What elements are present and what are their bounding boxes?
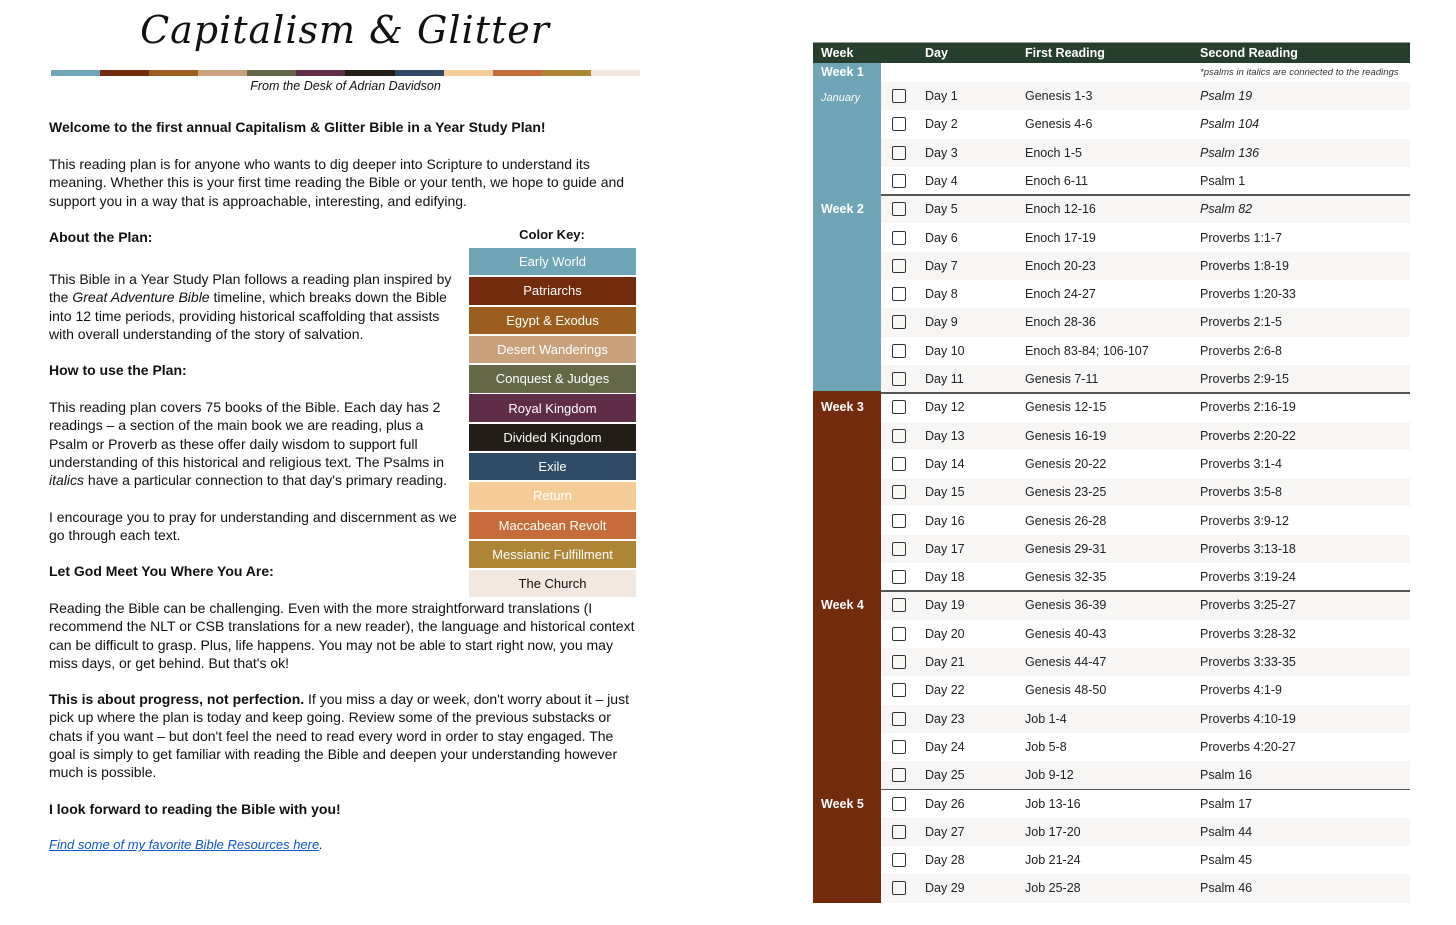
about-paragraph: This Bible in a Year Study Plan follows a reading plan inspired by the Great Adventure Bible timeline, which breaks down the Bible into 12 time periods, providing historical scaffolding that assists with overall understanding of the story of salvation. bbox=[49, 271, 452, 342]
strip-segment bbox=[51, 70, 100, 76]
second-reading: Psalm 19 bbox=[1200, 89, 1253, 103]
strip-segment bbox=[149, 70, 198, 76]
table-row bbox=[881, 705, 1410, 733]
table-row bbox=[881, 167, 1410, 195]
second-reading: Proverbs 4:20-27 bbox=[1200, 739, 1296, 754]
first-reading: Enoch 12-16 bbox=[1025, 202, 1096, 217]
subtitle: From the Desk of Adrian Davidson bbox=[250, 79, 441, 93]
day-label: Day 29 bbox=[925, 881, 965, 896]
week-label: Week 1 bbox=[821, 65, 864, 79]
color-key-item: Conquest & Judges bbox=[469, 365, 636, 392]
first-reading: Genesis 7-11 bbox=[1025, 372, 1099, 386]
day-label: Day 3 bbox=[925, 145, 958, 160]
table-row bbox=[881, 478, 1410, 506]
day-label: Day 8 bbox=[925, 287, 958, 302]
second-reading: Proverbs 3:25-27 bbox=[1200, 598, 1296, 613]
day-checkbox[interactable] bbox=[892, 740, 906, 754]
closing-text: I look forward to reading the Bible with you! bbox=[49, 801, 341, 817]
welcome-heading: Welcome to the first annual Capitalism & Glitter Bible in a Year Study Plan! bbox=[49, 119, 546, 135]
day-checkbox[interactable] bbox=[892, 853, 906, 867]
strip-segment bbox=[198, 70, 247, 76]
table-row bbox=[881, 110, 1410, 138]
day-label: Day 14 bbox=[925, 456, 965, 471]
table-row bbox=[881, 224, 1410, 252]
day-checkbox[interactable] bbox=[892, 117, 906, 131]
meet-heading: Let God Meet You Where You Are: bbox=[49, 563, 274, 579]
header-week: Week bbox=[821, 46, 854, 60]
color-key-item: Maccabean Revolt bbox=[469, 512, 636, 539]
day-checkbox[interactable] bbox=[892, 768, 906, 782]
table-row bbox=[881, 252, 1410, 280]
table-row bbox=[881, 846, 1410, 874]
second-reading: Proverbs 2:1-5 bbox=[1200, 315, 1282, 330]
day-label: Day 2 bbox=[925, 117, 958, 132]
second-reading: Proverbs 1:20-33 bbox=[1200, 287, 1296, 302]
week-divider bbox=[881, 392, 1410, 394]
color-key-item: Patriarchs bbox=[469, 277, 636, 304]
week-divider bbox=[881, 194, 1410, 196]
color-key-item: Return bbox=[469, 482, 636, 509]
table-row bbox=[881, 648, 1410, 676]
day-label: Day 21 bbox=[925, 655, 965, 669]
meet-paragraph: Reading the Bible can be challenging. Even with the more straightforward translations (I recommend the NLT or CSB translations for a new reader), the language and historical context can be difficult to grasp. Plus, life happens. You may not be able to start right now, you may miss days, or get behind. But that's ok! bbox=[49, 600, 635, 671]
first-reading: Genesis 4-6 bbox=[1025, 117, 1093, 132]
second-reading: Psalm 44 bbox=[1200, 824, 1253, 839]
day-label: Day 26 bbox=[925, 796, 965, 811]
second-reading: Proverbs 3:9-12 bbox=[1200, 513, 1289, 528]
first-reading: Genesis 29-31 bbox=[1025, 541, 1107, 556]
table-row bbox=[881, 790, 1410, 818]
second-reading: Proverbs 3:33-35 bbox=[1200, 655, 1296, 669]
color-key-item: Early World bbox=[469, 248, 636, 275]
day-label: Day 1 bbox=[925, 89, 958, 103]
color-strip bbox=[51, 70, 640, 76]
first-reading: Genesis 32-35 bbox=[1025, 570, 1107, 585]
day-label: Day 5 bbox=[925, 202, 958, 217]
second-reading: Proverbs 1:1-7 bbox=[1200, 230, 1282, 245]
day-checkbox[interactable] bbox=[892, 231, 906, 245]
strip-segment bbox=[296, 70, 345, 76]
table-header bbox=[813, 42, 1410, 63]
table-row bbox=[881, 818, 1410, 846]
first-reading: Job 17-20 bbox=[1025, 824, 1081, 839]
day-label: Day 22 bbox=[925, 683, 965, 698]
strip-segment bbox=[591, 70, 640, 76]
second-reading: Proverbs 2:20-22 bbox=[1200, 428, 1296, 443]
week-label: Week 3 bbox=[821, 400, 864, 415]
first-reading: Genesis 16-19 bbox=[1025, 428, 1107, 443]
color-key-item: Messianic Fulfillment bbox=[469, 541, 636, 568]
table-row bbox=[881, 733, 1410, 761]
first-reading: Enoch 20-23 bbox=[1025, 258, 1096, 273]
second-reading: Proverbs 2:9-15 bbox=[1200, 372, 1289, 386]
day-label: Day 28 bbox=[925, 853, 965, 868]
day-label: Day 15 bbox=[925, 485, 965, 500]
day-checkbox[interactable] bbox=[892, 202, 906, 216]
first-reading: Genesis 23-25 bbox=[1025, 485, 1107, 500]
second-reading: Proverbs 3:19-24 bbox=[1200, 570, 1296, 585]
second-reading: Psalm 17 bbox=[1200, 796, 1253, 811]
day-checkbox[interactable] bbox=[892, 712, 906, 726]
first-reading: Enoch 1-5 bbox=[1025, 145, 1082, 160]
first-reading: Genesis 44-47 bbox=[1025, 655, 1107, 669]
header-day: Day bbox=[925, 46, 948, 60]
day-checkbox[interactable] bbox=[892, 344, 906, 358]
table-row bbox=[881, 280, 1410, 308]
week-divider bbox=[881, 789, 1410, 791]
progress-paragraph: This is about progress, not perfection. If you miss a day or week, don't worry about it – just pick up where the plan is today and keep going. Review some of the previous substacks or chats if you want – but don't feel the need to read every word in order to stay engaged. The goal is simply to get familiar with reading the Bible and deepen your understanding however much is possible. bbox=[49, 691, 629, 781]
second-reading: Proverbs 3:1-4 bbox=[1200, 456, 1282, 471]
pray-paragraph: I encourage you to pray for understanding and discernment as we go through each text. bbox=[49, 509, 457, 544]
second-reading: Proverbs 1:8-19 bbox=[1200, 258, 1289, 273]
day-label: Day 20 bbox=[925, 626, 965, 641]
strip-segment bbox=[247, 70, 296, 76]
first-reading: Genesis 20-22 bbox=[1025, 456, 1107, 471]
first-reading: Genesis 48-50 bbox=[1025, 683, 1107, 698]
week-label: Week 2 bbox=[821, 202, 864, 217]
day-label: Day 23 bbox=[925, 711, 965, 726]
day-checkbox[interactable] bbox=[892, 89, 906, 103]
first-reading: Genesis 40-43 bbox=[1025, 626, 1107, 641]
day-label: Day 19 bbox=[925, 598, 965, 613]
second-reading: Proverbs 3:28-32 bbox=[1200, 626, 1296, 641]
logo-title: Capitalism & Glitter bbox=[140, 8, 550, 52]
first-reading: Job 25-28 bbox=[1025, 881, 1081, 896]
day-checkbox[interactable] bbox=[892, 485, 906, 499]
how-heading: How to use the Plan: bbox=[49, 362, 187, 378]
second-reading: Proverbs 4:10-19 bbox=[1200, 711, 1296, 726]
strip-segment bbox=[345, 70, 394, 76]
color-key-item: The Church bbox=[469, 570, 636, 597]
first-reading: Enoch 24-27 bbox=[1025, 287, 1096, 302]
table-row bbox=[881, 365, 1410, 393]
table-row bbox=[881, 591, 1410, 619]
table-row bbox=[881, 874, 1410, 902]
first-reading: Job 21-24 bbox=[1025, 853, 1081, 868]
week-label: Week 5 bbox=[821, 796, 864, 811]
how-paragraph: This reading plan covers 75 books of the Bible. Each day has 2 readings – a section of the main book we are reading, plus a Psalm or Proverb as these offer daily wisdom to support full understanding of this historical and religious text. The Psalms in italics have a particular connection to that day's primary reading. bbox=[49, 399, 447, 489]
day-label: Day 9 bbox=[925, 315, 958, 330]
strip-segment bbox=[100, 70, 149, 76]
day-checkbox[interactable] bbox=[892, 400, 906, 414]
first-reading: Enoch 6-11 bbox=[1025, 173, 1089, 188]
intro-paragraph: This reading plan is for anyone who wants to dig deeper into Scripture to understand its meaning. Whether this is your first time reading the Bible or your tenth, we hope to guide and support you in a way that is approachable, interesting, and edifying. bbox=[49, 156, 625, 209]
day-label: Day 27 bbox=[925, 824, 965, 839]
second-reading: Psalm 104 bbox=[1200, 117, 1260, 132]
second-reading: Psalm 46 bbox=[1200, 881, 1253, 896]
first-reading: Genesis 36-39 bbox=[1025, 598, 1107, 613]
day-checkbox[interactable] bbox=[892, 315, 906, 329]
second-reading: Psalm 136 bbox=[1200, 145, 1260, 160]
color-key-item: Egypt & Exodus bbox=[469, 307, 636, 334]
day-label: Day 7 bbox=[925, 258, 958, 273]
table-row bbox=[881, 620, 1410, 648]
day-checkbox[interactable] bbox=[892, 287, 906, 301]
second-reading: Psalm 82 bbox=[1200, 202, 1253, 217]
color-key-item: Exile bbox=[469, 453, 636, 480]
color-key bbox=[469, 248, 636, 599]
first-reading: Job 9-12 bbox=[1025, 768, 1074, 783]
table-row bbox=[881, 450, 1410, 478]
strip-segment bbox=[542, 70, 591, 76]
day-checkbox[interactable] bbox=[892, 655, 906, 669]
table-row bbox=[881, 82, 1410, 110]
first-reading: Enoch 83-84; 106-107 bbox=[1025, 343, 1149, 358]
day-label: Day 11 bbox=[925, 372, 964, 386]
day-checkbox[interactable] bbox=[892, 797, 906, 811]
first-reading: Genesis 12-15 bbox=[1025, 400, 1107, 415]
day-checkbox[interactable] bbox=[892, 259, 906, 273]
month-label: January bbox=[821, 92, 861, 104]
day-label: Day 24 bbox=[925, 739, 965, 754]
day-label: Day 25 bbox=[925, 768, 965, 783]
strip-segment bbox=[493, 70, 542, 76]
color-key-item: Divided Kingdom bbox=[469, 424, 636, 451]
color-key-item: Royal Kingdom bbox=[469, 394, 636, 421]
table-row bbox=[881, 422, 1410, 450]
table-row bbox=[881, 337, 1410, 365]
first-reading: Job 5-8 bbox=[1025, 739, 1067, 754]
day-label: Day 18 bbox=[925, 570, 965, 585]
day-checkbox[interactable] bbox=[892, 881, 906, 895]
table-row bbox=[881, 308, 1410, 336]
first-reading: Genesis 1-3 bbox=[1025, 89, 1093, 103]
day-label: Day 6 bbox=[925, 230, 958, 245]
day-label: Day 12 bbox=[925, 400, 965, 415]
reading-table bbox=[813, 42, 1410, 903]
week-divider bbox=[881, 590, 1410, 592]
day-checkbox[interactable] bbox=[892, 514, 906, 528]
table-row bbox=[881, 761, 1410, 789]
strip-segment bbox=[444, 70, 493, 76]
color-key-item: Desert Wanderings bbox=[469, 336, 636, 363]
table-row bbox=[881, 195, 1410, 223]
color-key-title: Color Key: bbox=[519, 227, 585, 242]
header-first-reading: First Reading bbox=[1025, 46, 1105, 60]
table-row bbox=[881, 393, 1410, 421]
second-reading: Proverbs 4:1-9 bbox=[1200, 683, 1282, 698]
second-reading: Psalm 1 bbox=[1200, 173, 1246, 188]
table-row bbox=[881, 139, 1410, 167]
first-reading: Job 1-4 bbox=[1025, 711, 1067, 726]
day-checkbox[interactable] bbox=[892, 825, 906, 839]
second-reading: Proverbs 3:13-18 bbox=[1200, 541, 1296, 556]
table-row bbox=[881, 563, 1410, 591]
week-band-patriarchs bbox=[813, 391, 881, 903]
day-label: Day 4 bbox=[925, 173, 958, 188]
second-reading: Psalm 16 bbox=[1200, 768, 1253, 783]
day-checkbox[interactable] bbox=[892, 542, 906, 556]
resources-link[interactable]: Find some of my favorite Bible Resources here bbox=[49, 837, 320, 852]
strip-segment bbox=[395, 70, 444, 76]
table-row bbox=[881, 676, 1410, 704]
italics-note: *psalms in italics are connected to the readings bbox=[1200, 67, 1399, 78]
second-reading: Proverbs 2:16-19 bbox=[1200, 400, 1296, 415]
day-label: Day 10 bbox=[925, 343, 965, 358]
first-reading: Enoch 28-36 bbox=[1025, 315, 1096, 330]
week-band-early-world bbox=[813, 63, 881, 391]
day-checkbox[interactable] bbox=[892, 372, 906, 386]
table-row bbox=[881, 535, 1410, 563]
table-row bbox=[881, 507, 1410, 535]
week-label: Week 4 bbox=[821, 598, 864, 613]
day-checkbox[interactable] bbox=[892, 457, 906, 471]
day-checkbox[interactable] bbox=[892, 429, 906, 443]
first-reading: Job 13-16 bbox=[1025, 796, 1081, 811]
header-second-reading: Second Reading bbox=[1200, 46, 1298, 60]
second-reading: Proverbs 2:6-8 bbox=[1200, 343, 1282, 358]
second-reading: Psalm 45 bbox=[1200, 853, 1253, 868]
day-label: Day 13 bbox=[925, 428, 965, 443]
about-heading: About the Plan: bbox=[49, 229, 153, 245]
day-checkbox[interactable] bbox=[892, 683, 906, 697]
day-checkbox[interactable] bbox=[892, 146, 906, 160]
first-reading: Enoch 17-19 bbox=[1025, 230, 1096, 245]
day-label: Day 16 bbox=[925, 513, 965, 528]
day-checkbox[interactable] bbox=[892, 570, 906, 584]
first-reading: Genesis 26-28 bbox=[1025, 513, 1107, 528]
day-checkbox[interactable] bbox=[892, 598, 906, 612]
day-label: Day 17 bbox=[925, 541, 965, 556]
second-reading: Proverbs 3:5-8 bbox=[1200, 485, 1282, 500]
day-checkbox[interactable] bbox=[892, 627, 906, 641]
day-checkbox[interactable] bbox=[892, 174, 906, 188]
